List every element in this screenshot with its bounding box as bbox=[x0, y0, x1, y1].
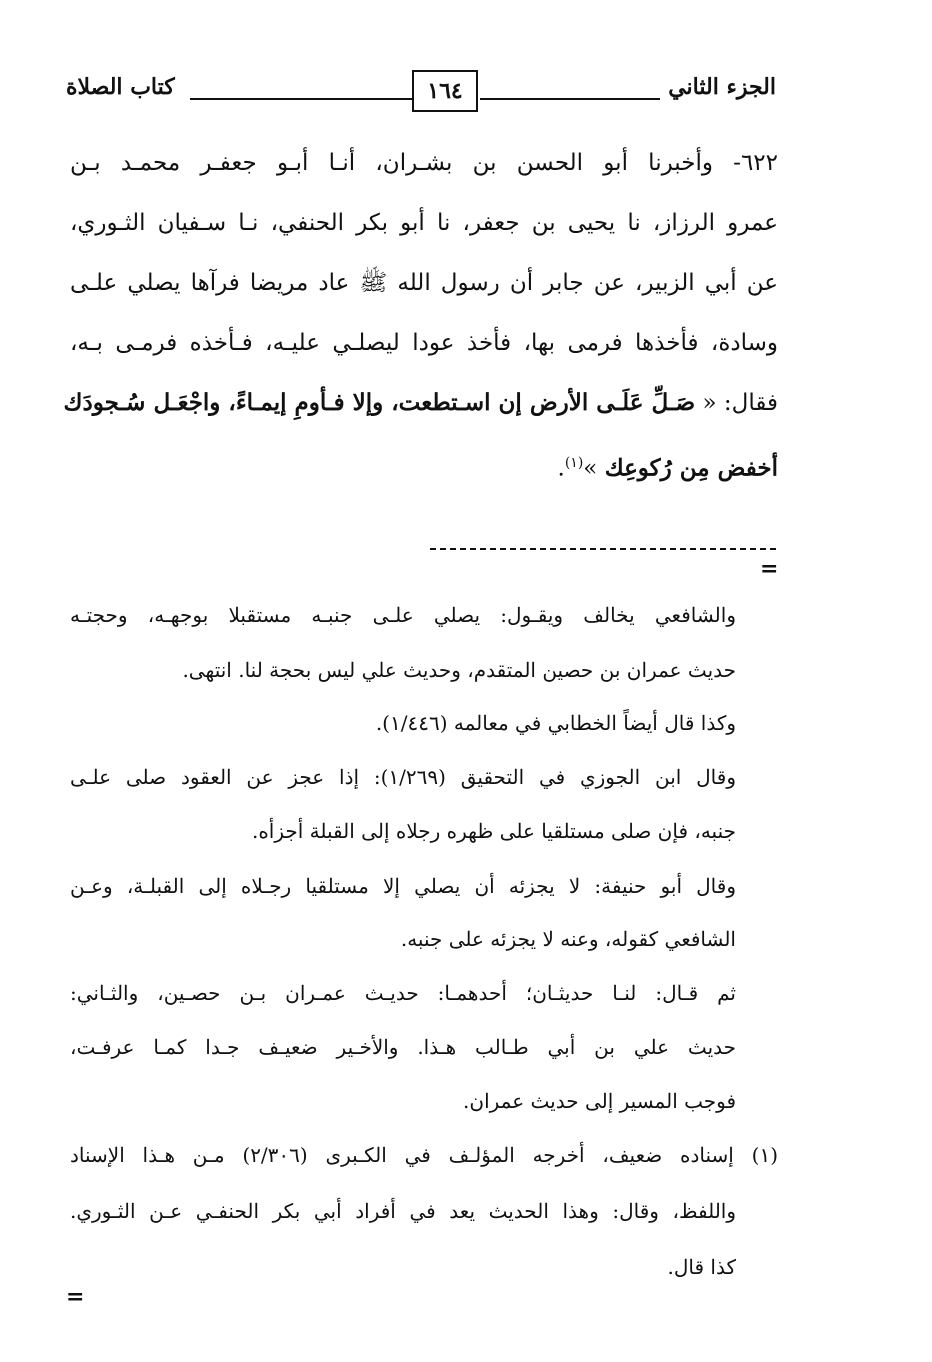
quote-period: . bbox=[557, 455, 565, 482]
footnote-1-line: (١) إسناده ضعيف، أخرجه المؤلـف في الكـبرى (٢/٣٠٦) مـن هـذا الإسناد bbox=[70, 1143, 778, 1167]
note-line: ثم قـال: لنـا حديثـان؛ أحدهمـا: حديـث عمـران بـن حصـين، والثـاني: bbox=[70, 981, 736, 1005]
note-line: فوجب المسير إلى حديث عمران. bbox=[463, 1089, 736, 1113]
quote-bold-text: أخفض مِن رُكوعِك bbox=[604, 454, 778, 482]
quote-line-end bbox=[70, 446, 778, 486]
book-title: كتاب الصلاة bbox=[66, 74, 175, 100]
footnote-1-line: كذا قال. bbox=[667, 1255, 736, 1279]
note-line: وقال أبو حنيفة: لا يجزئه أن يصلي إلا مستلقيا رجـلاه إلى القبلـة، وعـن bbox=[70, 874, 736, 898]
note-line: حديث علي بن أبي طـالب هـذا. والأخـير ضعيـف جـدا كمـا عرفـت، bbox=[70, 1035, 736, 1059]
body-line: عمرو الرزاز، نا يحيى بن جعفر، نا أبو بكر الحنفي، نـا سـفيان الثـوري، bbox=[70, 210, 778, 236]
quote-lead: فقال: « bbox=[702, 390, 778, 416]
quote-line bbox=[63, 386, 778, 420]
note-line: حديث عمران بن حصين المتقدم، وحديث علي ليس بحجة لنا. انتهى. bbox=[182, 658, 736, 682]
note-line: والشافعي يخالف ويقـول: يصلي علـى جنبـه مستقبلا بوجهـه، وحجتـه bbox=[70, 603, 736, 627]
body-line: وسادة، فأخذها فرمى بها، فأخذ عودا ليصلـي عليـه، فـأخذه فرمـى بـه، bbox=[70, 330, 778, 356]
quote-bold-text: صَـلِّ عَلَـى الأرض إن اسـتطعت، وإلا فـأومِ إيمـاءً، واجْعَـل سُـجودَك bbox=[63, 389, 696, 416]
body-line: عن أبي الزبير، عن جابر أن رسول الله ﷺ عاد مريضا فرآها يصلي علـى bbox=[70, 270, 778, 296]
body-line: ٦٢٢- وأخبرنا أبو الحسن بن بشـران، أنـا أبـو جعفـر محمـد بـن bbox=[70, 150, 778, 176]
page-number: ١٦٤ bbox=[412, 70, 478, 112]
continuation-mark: = bbox=[760, 556, 779, 582]
header-rule-left bbox=[190, 98, 412, 100]
part-label: الجزء الثاني bbox=[668, 74, 776, 100]
note-line: الشافعي كقوله، وعنه لا يجزئه على جنبه. bbox=[400, 927, 736, 951]
note-line: جنبه، فإن صلى مستلقيا على ظهره رجلاه إلى القبلة أجزأه. bbox=[251, 819, 736, 843]
footnote-1-line: واللفظ، وقال: وهذا الحديث يعد في أفراد أبي بكر الحنفـي عـن الثـوري. bbox=[70, 1199, 737, 1223]
footnote-separator bbox=[430, 548, 776, 550]
footnote-reference: (١) bbox=[564, 455, 584, 471]
note-line: وقال ابن الجوزي في التحقيق (١/٢٦٩): إذا عجز عن العقود صلى علـى bbox=[70, 765, 736, 789]
header-rule-right bbox=[480, 98, 660, 100]
quote-close: » bbox=[583, 455, 598, 482]
note-line: وكذا قال أيضاً الخطابي في معالمه (١/٤٤٦). bbox=[375, 711, 736, 735]
continuation-mark: = bbox=[66, 1284, 85, 1310]
